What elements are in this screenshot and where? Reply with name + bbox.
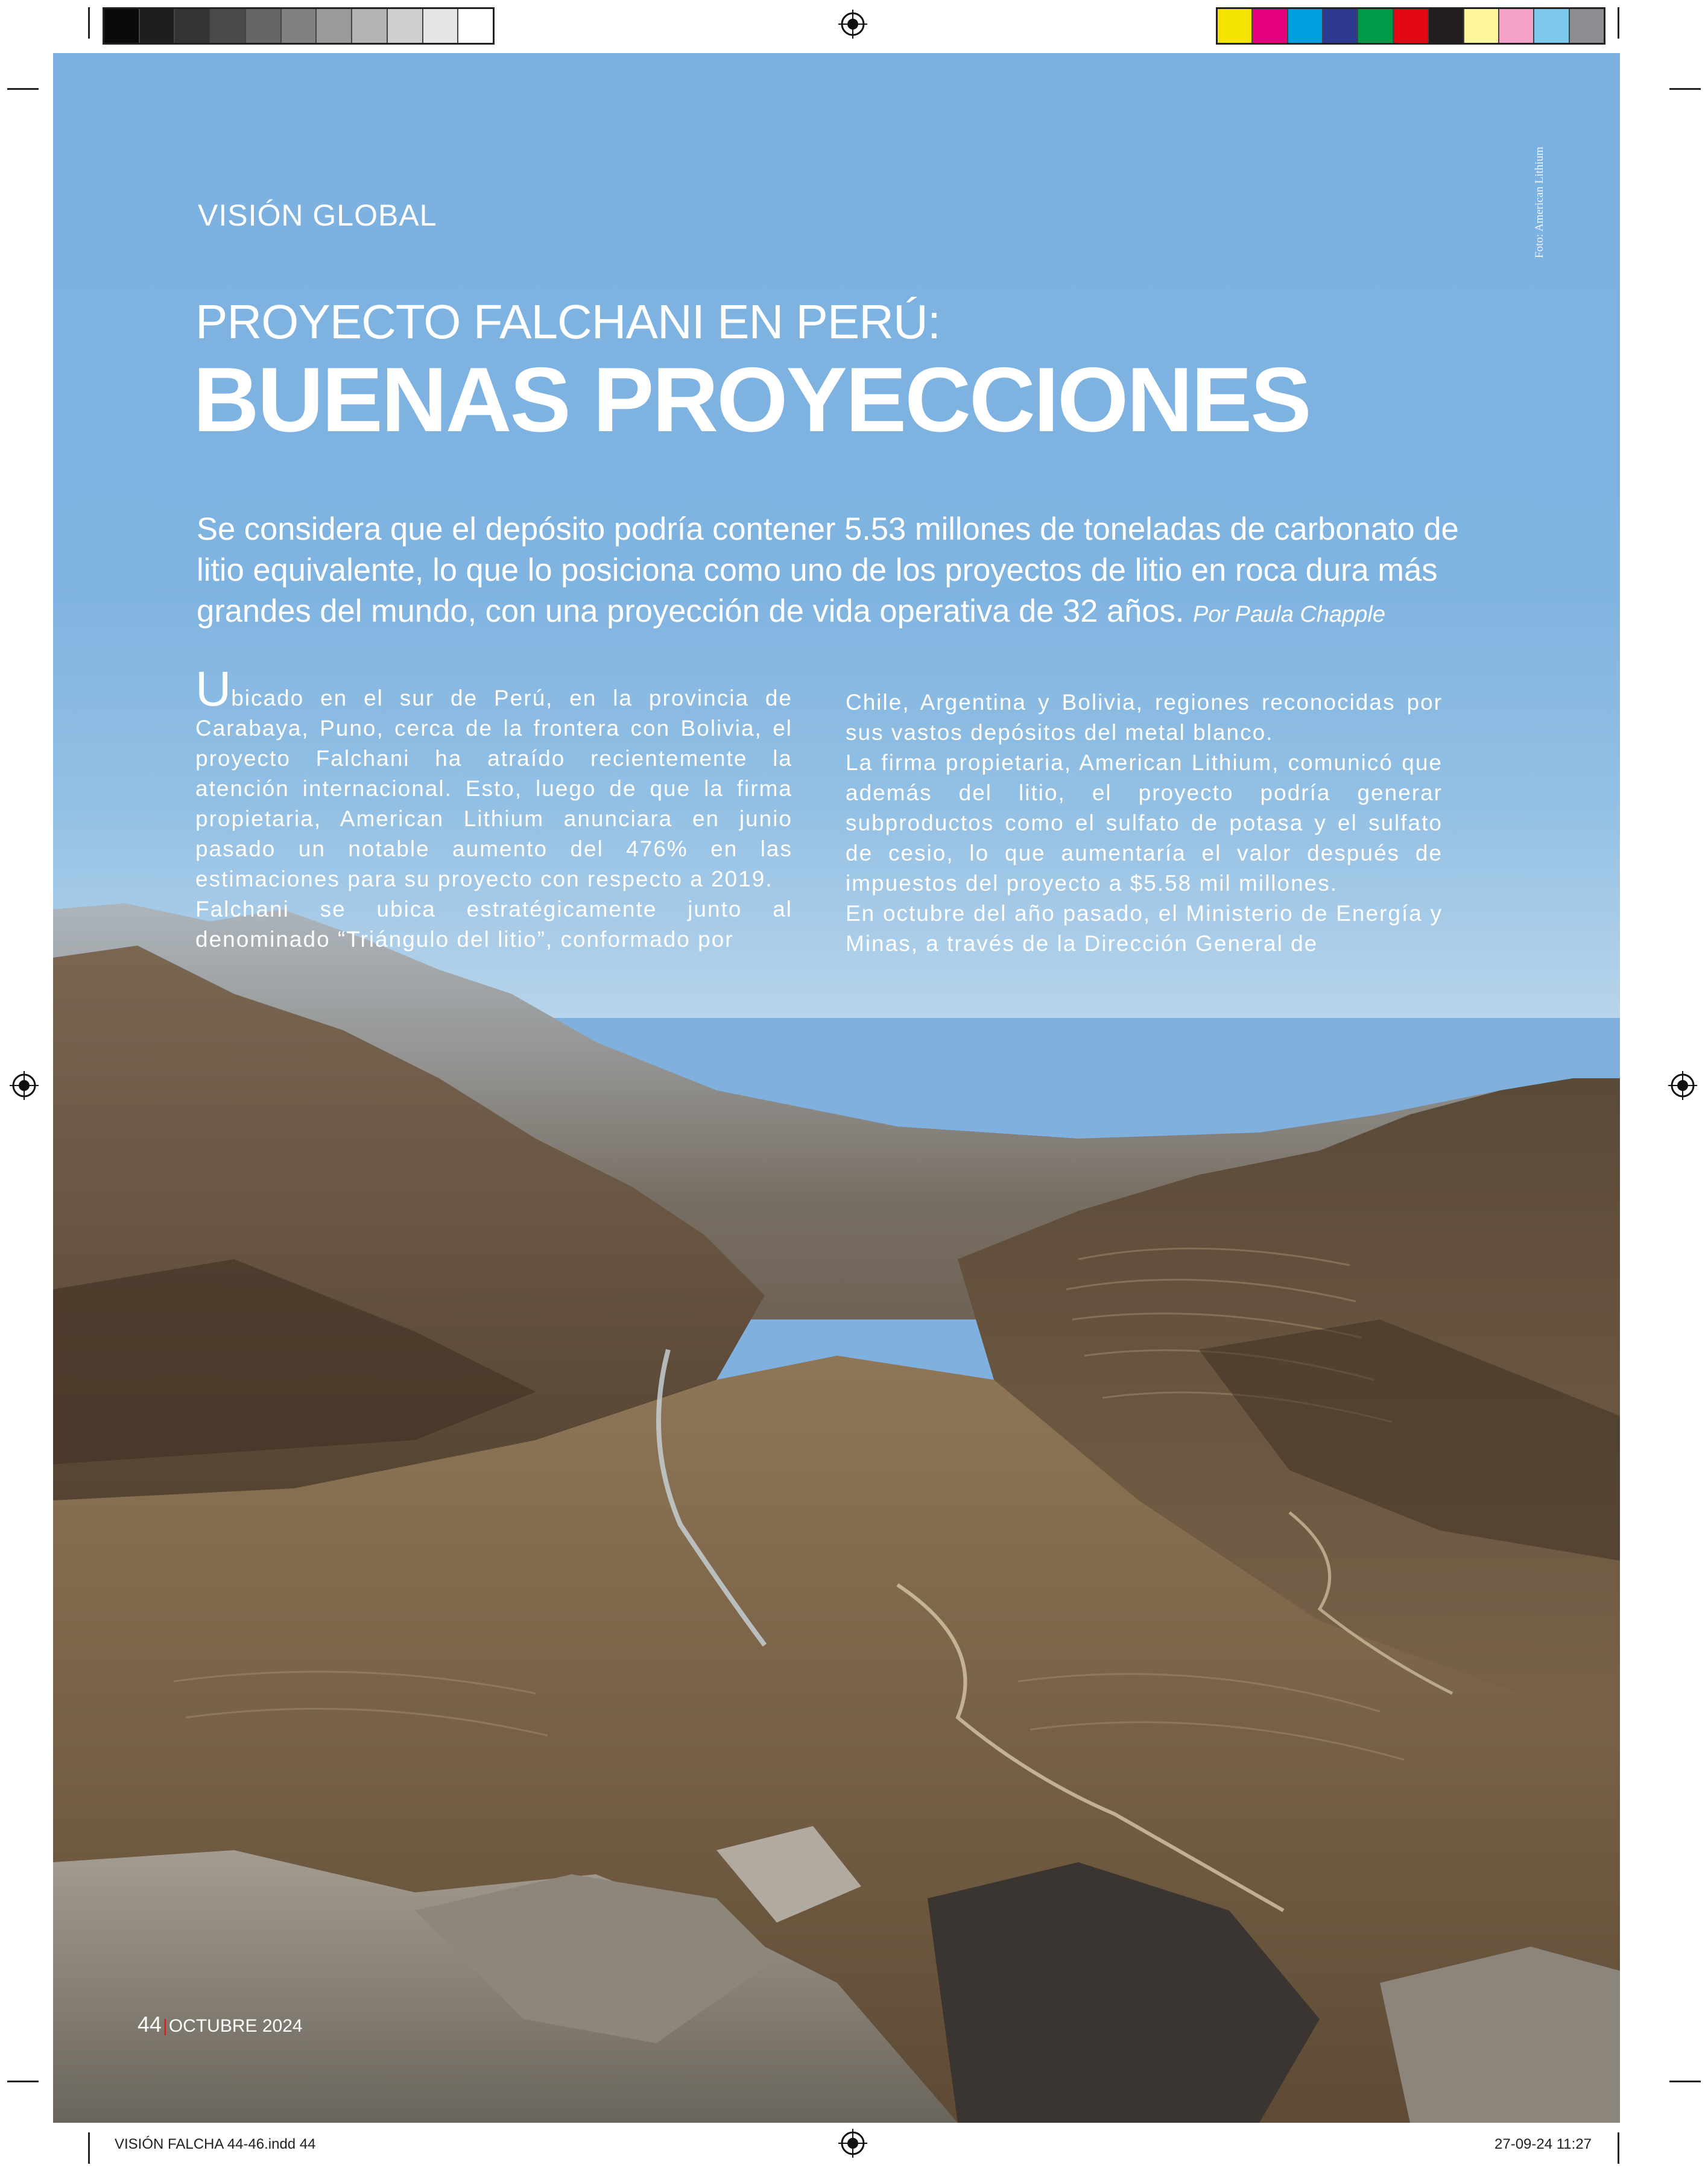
photo-credit: Foto: American Lithium bbox=[1533, 147, 1546, 258]
color-calibration-bar bbox=[1216, 7, 1605, 45]
issue-date: OCTUBRE 2024 bbox=[168, 2016, 303, 2036]
headline-line-2: BUENAS PROYECCIONES bbox=[193, 349, 1310, 451]
crop-mark bbox=[1618, 2132, 1619, 2164]
drop-cap: U bbox=[195, 662, 232, 716]
crop-mark bbox=[7, 88, 39, 90]
body-column-right bbox=[846, 687, 1443, 959]
registration-mark-icon bbox=[838, 10, 867, 39]
registration-mark-icon bbox=[838, 2129, 867, 2158]
body-text: bicado en el sur de Perú, en la provincia de Carabaya, Puno, cerca de la frontera con Bolivia, el proyecto Falchani ha atraído recientemente la atención internacional. Esto, luego de que la firma propietaria, American Lithium anunciara en junio pasado un notable aumento del 476% en las estimaciones para su proyecto con respecto a 2019. bbox=[195, 686, 792, 891]
body-paragraph: Chile, Argentina y Bolivia, regiones reconocidas por sus vastos depósitos del metal blanco. bbox=[846, 690, 1443, 745]
crop-mark bbox=[7, 2081, 39, 2082]
registration-mark-icon bbox=[10, 1071, 39, 1100]
crop-mark bbox=[88, 7, 90, 39]
slug-filename: VISIÓN FALCHA 44-46.indd 44 bbox=[115, 2136, 316, 2152]
body-paragraph: Falchani se ubica estratégicamente junto al denominado “Triángulo del litio”, conformado por bbox=[195, 897, 792, 952]
byline: Por Paula Chapple bbox=[1192, 602, 1385, 627]
page-folio bbox=[138, 2012, 303, 2037]
grayscale-calibration-bar bbox=[103, 7, 495, 45]
body-column-left bbox=[195, 662, 792, 955]
crop-mark bbox=[1618, 7, 1619, 39]
body-paragraph: La firma propietaria, American Lithium, comunicó que además del litio, el proyecto podría generar subproductos como el sulfato de potasa y el sulfato de cesio, lo que aumentaría el valor después de impuestos del proyecto a $5.58 mil millones. bbox=[846, 750, 1443, 896]
body-paragraph bbox=[195, 662, 792, 894]
magazine-page bbox=[53, 53, 1620, 2123]
page-number: 44 bbox=[138, 2012, 162, 2037]
body-paragraph: En octubre del año pasado, el Ministerio de Energía y Minas, a través de la Dirección General de bbox=[846, 901, 1443, 956]
crop-mark bbox=[1669, 88, 1701, 90]
registration-mark-icon bbox=[1668, 1071, 1697, 1100]
lead-paragraph bbox=[197, 509, 1499, 635]
slug-timestamp: 27-09-24 11:27 bbox=[1494, 2136, 1592, 2152]
crop-mark bbox=[88, 2132, 90, 2164]
folio-separator: | bbox=[163, 2016, 168, 2036]
lead-text: Se considera que el depósito podría contener 5.53 millones de toneladas de carbonato de litio equivalente, lo que lo posiciona como uno de los proyectos de litio en roca dura más grandes del mundo, con una proyección de vida operativa de 32 años. bbox=[197, 511, 1459, 629]
crop-mark bbox=[1669, 2081, 1701, 2082]
headline-line-1: PROYECTO FALCHANI EN PERÚ: bbox=[195, 295, 941, 349]
section-kicker: VISIÓN GLOBAL bbox=[198, 198, 437, 232]
